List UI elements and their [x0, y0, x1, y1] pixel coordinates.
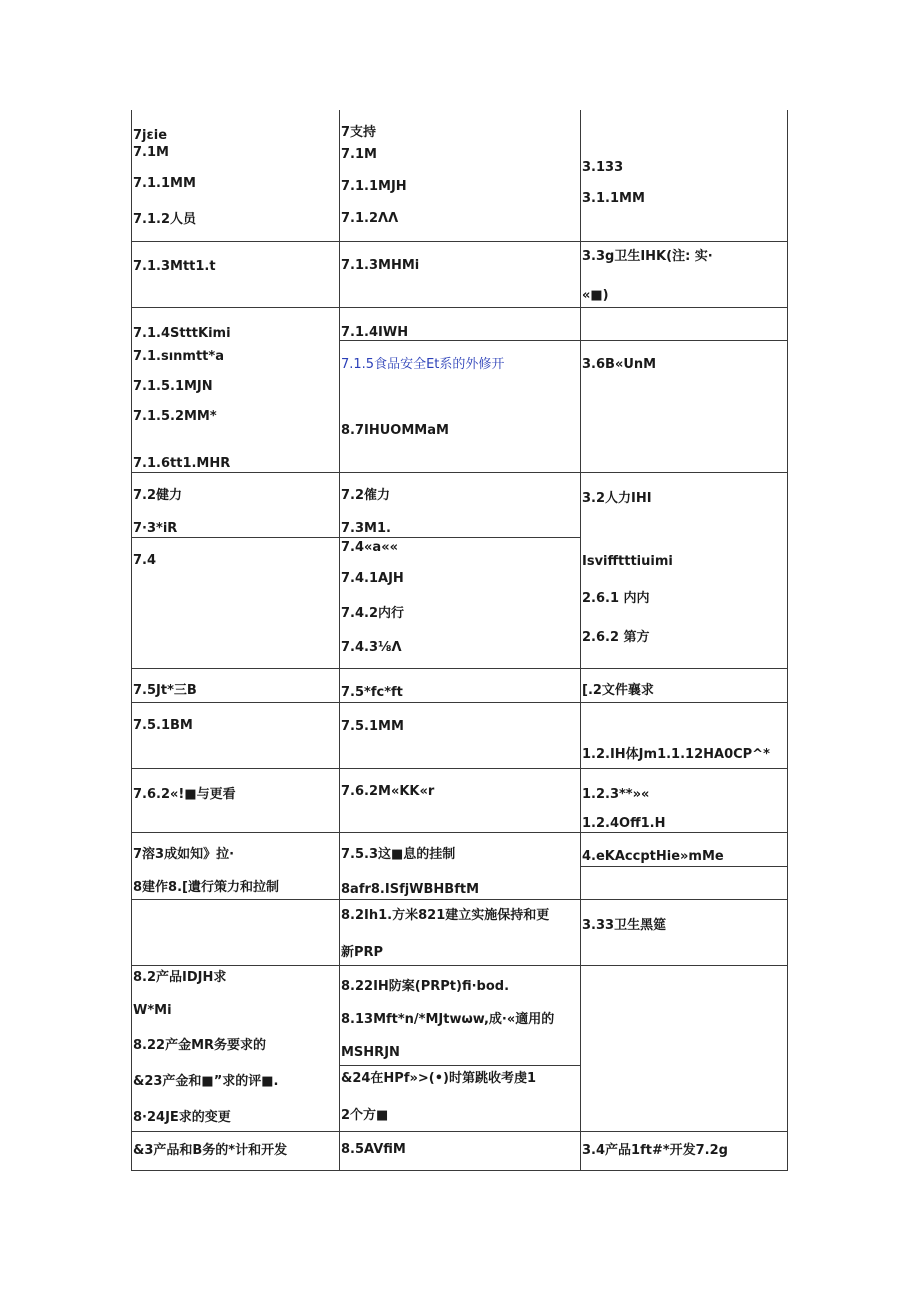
table-rule — [131, 472, 788, 473]
cell-text: &23产金和■”求的评■. — [133, 1074, 279, 1089]
cell-text: 1.2.4Off1.H — [582, 816, 666, 831]
cell-text: 7.2健力 — [133, 488, 183, 503]
table-rule — [131, 110, 132, 1171]
cell-text: &3产品和B务的*计和开发 — [133, 1143, 288, 1158]
cell-text: 7.4.1AJH — [341, 571, 404, 586]
cell-text: 7.3M1. — [341, 521, 391, 536]
cell-text: 8.7IHUOMMaM — [341, 423, 449, 438]
cell-text: 8建作8.[遺行策力和拉制 — [133, 880, 279, 895]
cell-text: 7.5*fc*ft — [341, 685, 403, 700]
cell-text: 7.1.1MJH — [341, 179, 407, 194]
cell-text: 4.eKAccptHie»mMe — [582, 849, 724, 864]
cell-text: 8afr8.ISfjWBHBftM — [341, 882, 480, 897]
cell-text: 7.6.2«!■与更看 — [133, 787, 236, 802]
cell-text: W*Mi — [133, 1003, 172, 1018]
table-rule — [131, 832, 788, 833]
cell-text: 7.5Jt*三B — [133, 683, 197, 698]
cell-text: 3.4产品1ft#*开发7.2g — [582, 1143, 728, 1158]
cell-text: 7.4.2内行 — [341, 606, 405, 621]
cell-text: 7.1.1MM — [133, 176, 196, 191]
cell-text: 7.1.3Mtt1.t — [133, 259, 216, 274]
table-rule — [131, 965, 788, 966]
cell-text: 3.3g卫生IHK(注: 实· — [582, 249, 713, 264]
cell-text: 7.4 — [133, 553, 157, 568]
cell-text: 2.6.1 内内 — [582, 591, 650, 606]
cell-text: 3.133 — [582, 160, 624, 175]
cell-text: 3.6B«UnM — [582, 357, 657, 372]
cell-text: 3.33卫生黑筵 — [582, 918, 667, 933]
cell-text: 7.2傕力 — [341, 488, 391, 503]
table-rule — [339, 1065, 580, 1066]
table-rule — [580, 866, 788, 867]
cell-text: 7.5.1MM — [341, 719, 404, 734]
table-rule — [131, 1170, 788, 1171]
cell-text: 7.1.4IWH — [341, 325, 409, 340]
cell-text: 7.4«a«« — [341, 540, 398, 555]
cell-text: 7.1.2人员 — [133, 212, 197, 227]
table-rule — [131, 241, 788, 242]
cell-text: 3.1.1MM — [582, 191, 645, 206]
cell-text: 7.1.sınmtt*a — [133, 349, 224, 364]
cell-text: 2.6.2 第方 — [582, 630, 650, 645]
table-rule — [131, 899, 788, 900]
table-rule — [580, 110, 581, 1171]
cell-text: 8.22IH防案(PRPt)fi·bod. — [341, 979, 510, 994]
cell-text: [.2文件襄求 — [582, 683, 654, 698]
table-rule — [131, 768, 788, 769]
table-rule — [131, 1131, 788, 1132]
cell-text: 7.1.4StttKimi — [133, 326, 231, 341]
cell-text: 8·24JE求的变更 — [133, 1110, 231, 1125]
cell-text: 7.1M — [341, 147, 377, 162]
cell-text: 7.1M — [133, 145, 169, 160]
cell-text: 2个方■ — [341, 1108, 389, 1123]
cell-text: 7.1.6tt1.MHR — [133, 456, 231, 471]
cell-text: «■) — [582, 288, 609, 303]
cell-text: 新PRP — [341, 945, 384, 960]
table-rule — [131, 702, 788, 703]
cell-text: 3.2人力IHI — [582, 491, 652, 506]
cell-text: 8.5AVfiM — [341, 1142, 406, 1157]
cell-text: MSHRJN — [341, 1045, 400, 1060]
cell-text: 8.2Ih1.方米821建立实施保持和更 — [341, 908, 550, 923]
cell-text: 7.5.1BM — [133, 718, 193, 733]
cell-text: 8.2产品IDJH求 — [133, 970, 227, 985]
cell-text: 1.2.3**»« — [582, 787, 650, 802]
cell-text: 7.1.5.1MJN — [133, 379, 213, 394]
cell-text: 7支持 — [341, 125, 377, 140]
cell-text: 1.2.IH体Jm1.1.12HA0CP^* — [582, 747, 770, 762]
cell-text: 7溶3成如知》拉· — [133, 847, 235, 862]
table-rule — [131, 668, 788, 669]
table-rule — [131, 537, 580, 538]
cell-text: 7.5.3这■息的挂制 — [341, 847, 456, 862]
cell-text: 8.22产金MR务要求的 — [133, 1038, 267, 1053]
cell-text: 7·3*iR — [133, 521, 178, 536]
cell-text: 7.4.3⅛Λ — [341, 640, 402, 655]
cell-text: 7jεie — [133, 128, 168, 143]
cell-text: 7.1.2ΛΛ — [341, 211, 399, 226]
cell-text-highlight: 7.1.5食品安全Et系的外修开 — [341, 357, 505, 372]
cell-text: 7.1.3MHMi — [341, 258, 420, 273]
cell-text: &24在HPf»>(•)时第跳收考虔1 — [341, 1071, 537, 1086]
cell-text: 7.1.5.2MM* — [133, 409, 217, 424]
table-rule — [131, 307, 788, 308]
table-rule — [339, 110, 340, 1171]
table-rule — [787, 110, 788, 1171]
cell-text: 7.6.2M«KK«r — [341, 784, 435, 799]
cell-text: Isvifftttiuimi — [582, 554, 673, 569]
cell-text: 8.13Mft*n/*MJtwωw,成·«適用的 — [341, 1012, 555, 1027]
